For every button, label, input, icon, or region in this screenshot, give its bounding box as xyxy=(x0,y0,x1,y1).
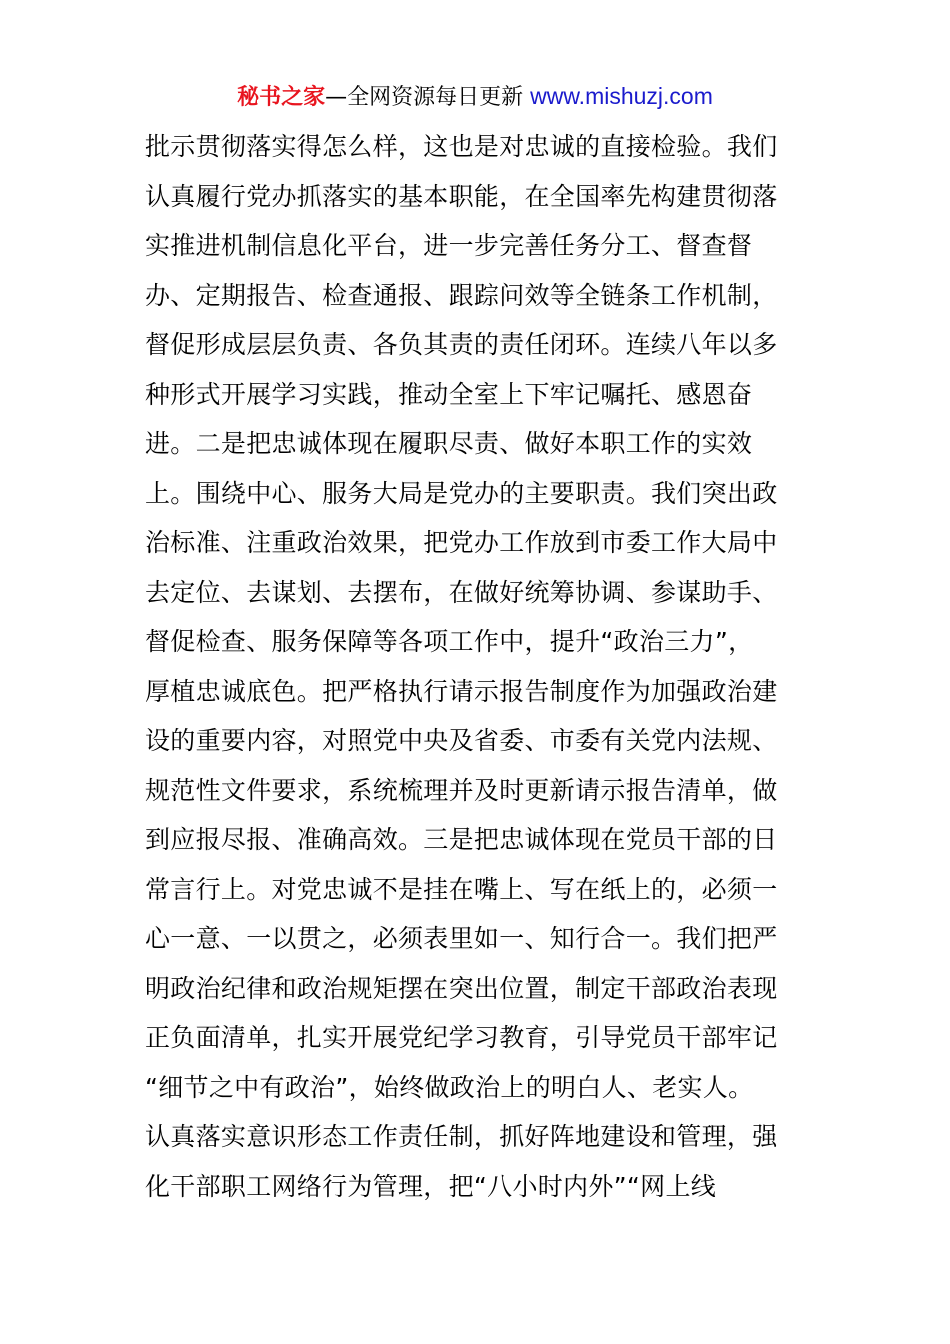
body-line: 到应报尽报、准确高效。三是把忠诚体现在党员干部的日 xyxy=(145,825,778,854)
body-line: 厚植忠诚底色。把严格执行请示报告制度作为加强政治建 xyxy=(145,676,778,706)
document-body xyxy=(145,122,825,1211)
body-line: 认真落实意识形态工作责任制，抓好阵地建设和管理，强 xyxy=(145,1122,778,1151)
site-url-link[interactable]: www.mishuzj.com xyxy=(530,83,713,109)
page-header xyxy=(0,80,950,114)
body-line: 实推进机制信息化平台，进一步完善任务分工、督查督 xyxy=(145,231,753,260)
body-line: 规范性文件要求，系统梳理并及时更新请示报告清单，做 xyxy=(145,775,778,805)
body-line: 批示贯彻落实得怎么样，这也是对忠诚的直接检验。我们 xyxy=(145,132,778,161)
header-tagline: —全网资源每日更新 xyxy=(325,85,524,110)
body-line: 种形式开展学习实践，推动全室上下牢记嘱托、感恩奋 xyxy=(145,379,753,409)
body-line: 认真履行党办抓落实的基本职能，在全国率先构建贯彻落 xyxy=(145,181,778,211)
body-line: 进。二是把忠诚体现在履职尽责、做好本职工作的实效 xyxy=(145,429,753,458)
body-line: 正负面清单，扎实开展党纪学习教育，引导党员干部牢记 xyxy=(145,1023,778,1052)
body-line: 化干部职工网络行为管理，把“八小时内外”“网上线 xyxy=(145,1171,717,1201)
body-line: “细节之中有政治”，始终做政治上的明白人、老实人。 xyxy=(145,1072,754,1102)
body-line: 办、定期报告、检查通报、跟踪问效等全链条工作机制， xyxy=(145,280,778,310)
body-line: 去定位、去谋划、去摆布，在做好统筹协调、参谋助手、 xyxy=(145,577,778,607)
body-line: 设的重要内容，对照党中央及省委、市委有关党内法规、 xyxy=(145,726,778,755)
body-line: 督促检查、服务保障等各项工作中，提升“政治三力”， xyxy=(145,627,754,656)
body-line: 上。围绕中心、服务大局是党办的主要职责。我们突出政 xyxy=(145,478,778,508)
brand-name: 秘书之家 xyxy=(237,85,326,110)
body-line: 心一意、一以贯之，必须表里如一、知行合一。我们把严 xyxy=(145,924,778,953)
body-line: 治标准、注重政治效果，把党办工作放到市委工作大局中 xyxy=(145,528,778,557)
body-line: 督促形成层层负责、各负其责的责任闭环。连续八年以多 xyxy=(145,330,778,359)
body-line: 常言行上。对党忠诚不是挂在嘴上、写在纸上的，必须一 xyxy=(145,874,778,904)
body-line: 明政治纪律和政治规矩摆在突出位置，制定干部政治表现 xyxy=(145,973,778,1003)
